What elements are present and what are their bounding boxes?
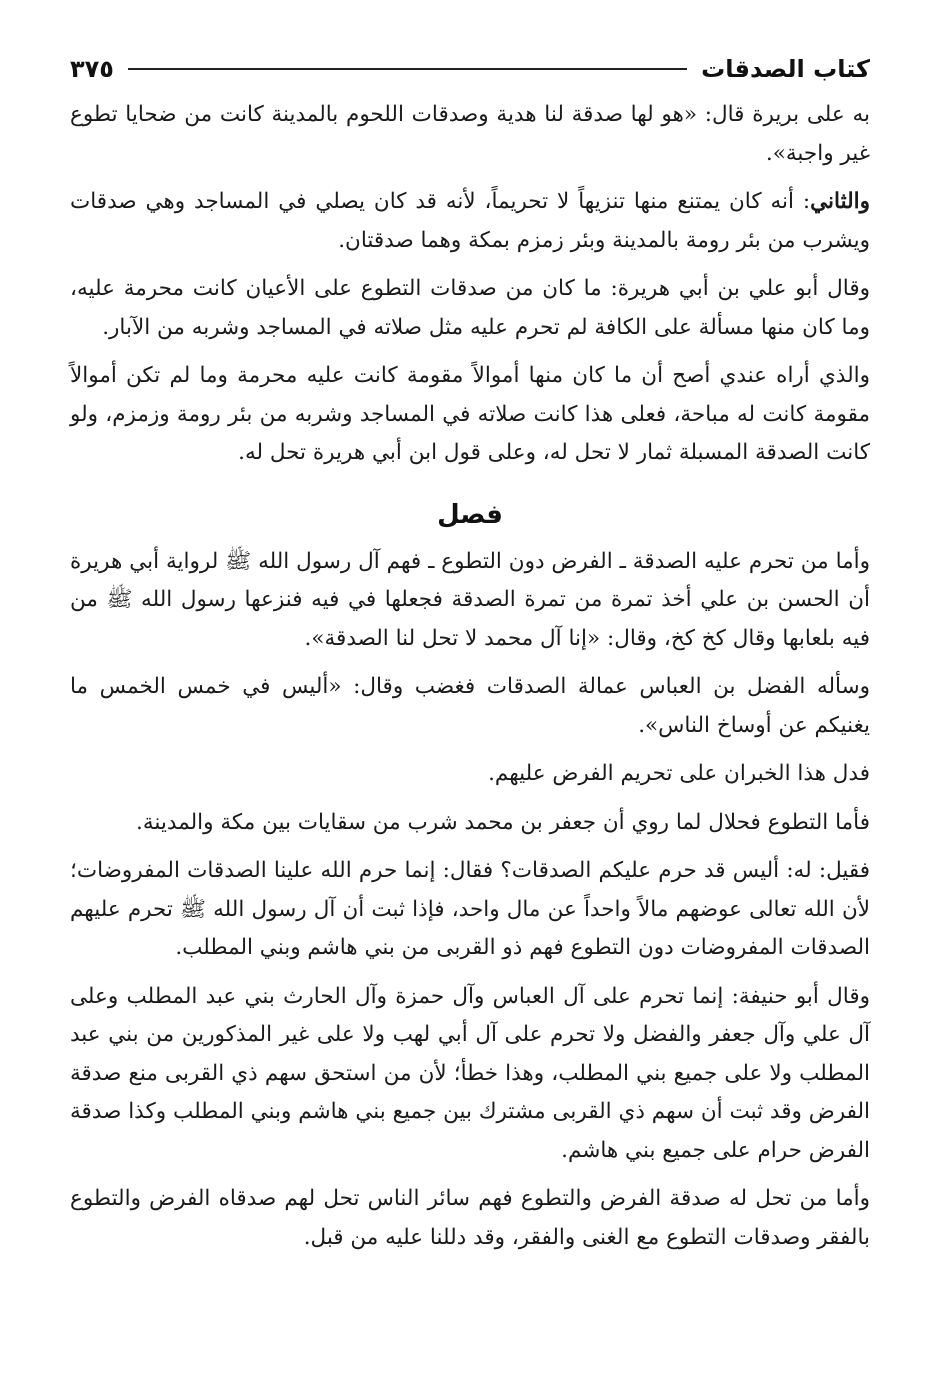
paragraph: [70, 852, 870, 968]
paragraph-text: وسأله الفضل بن العباس عمالة الصدقات فغضب وقال: «أليس في خمس الخمس ما يغنيكم عن أوساخ الناس».: [70, 674, 870, 738]
paragraph: [70, 96, 870, 173]
running-header: [70, 48, 870, 90]
paragraph: [70, 357, 870, 473]
paragraph-text: وقال أبو حنيفة: إنما تحرم على آل العباس وآل حمزة وآل الحارث بني عبد المطلب وعلى آل علي وآل جعفر والفضل ولا تحرم على آل أبي لهب ولا على غير المذكورين من بني عبد المطلب ولا على جميع بني المطلب، وهذا خطأ؛ لأن من استحق سهم ذي القربى منع صدقة الفرض وقد ثبت أن سهم ذي القربى مشترك بين جميع بني هاشم وبني المطلب وكذا صدقة الفرض حرام على جميع بني هاشم.: [70, 983, 870, 1163]
paragraph-text: وأما من تحرم عليه الصدقة ـ الفرض دون التطوع ـ فهم آل رسول الله ﷺ لرواية أبي هريرة أن الحسن بن علي أخذ تمرة من تمرة الصدقة فجعلها في فيه فنزعها رسول الله ﷺ من فيه بلعابها وقال كخ كخ، وقال: «إنا آل محمد لا تحل لنا الصدقة».: [70, 548, 870, 651]
paragraph: [70, 183, 870, 260]
header-rule: [128, 68, 687, 70]
paragraph-text: فأما التطوع فحلال لما روي أن جعفر بن محمد شرب من سقايات بين مكة والمدينة.: [136, 809, 870, 835]
paragraph: [70, 978, 870, 1171]
paragraph: [70, 270, 870, 347]
paragraph-text: فقيل: له: أليس قد حرم عليكم الصدقات؟ فقال: إنما حرم الله علينا الصدقات المفروضات؛ لأن الله تعالى عوضهم مالاً واحداً عن مال واحد، فإذا ثبت أن آل رسول الله ﷺ تحرم عليهم الصدقات المفروضات دون التطوع فهم ذو القربى من بني هاشم وبني المطلب.: [70, 858, 870, 960]
paragraph: [70, 804, 870, 843]
page-number: ٣٧٥: [70, 55, 114, 83]
paragraph-text: به على بريرة قال: «هو لها صدقة لنا هدية وصدقات اللحوم بالمدينة كانت من ضحايا تطوع غير واجبة».: [70, 102, 870, 166]
paragraph-lead: والثاني: [810, 189, 870, 214]
paragraph-text: وقال أبو علي بن أبي هريرة: ما كان من صدقات التطوع على الأعيان كانت محرمة عليه، وما كان منها مسألة على الكافة لم تحرم عليه مثل صلاته في المساجد وشربه من الآبار.: [70, 276, 870, 340]
paragraph-text: : أنه كان يمتنع منها تنزيهاً لا تحريماً، لأنه قد كان يصلي في المساجد وهي صدقات ويشرب من بئر رومة بالمدينة وبئر زمزم بمكة وهما صدقتان.: [70, 189, 870, 253]
paragraph: [70, 1180, 870, 1257]
paragraph-text: وأما من تحل له صدقة الفرض والتطوع فهم سائر الناس تحل لهم صدقاه الفرض والتطوع بالفقر وصدقات التطوع مع الغنى والفقر، وقد دللنا عليه من قبل.: [70, 1186, 870, 1250]
paragraph-text: والذي أراه عندي أصح أن ما كان منها أموالاً مقومة كانت عليه محرمة وما لم تكن أموالاً مقومة كانت له مباحة، فعلى هذا كانت صلاته في المساجد وشربه من بئر رومة وزمزم، ولو كانت الصدقة المسبلة ثمار لا تحل له، وعلى قول ابن أبي هريرة تحل له.: [70, 363, 870, 465]
section-heading: فصل: [437, 499, 503, 530]
paragraph-text: فدل هذا الخبران على تحريم الفرض عليهم.: [488, 761, 870, 786]
chapter-title: كتاب الصدقات: [701, 55, 870, 83]
paragraph: [70, 543, 870, 659]
book-page: [70, 48, 870, 1348]
paragraph: [70, 668, 870, 745]
paragraph: [70, 755, 870, 794]
